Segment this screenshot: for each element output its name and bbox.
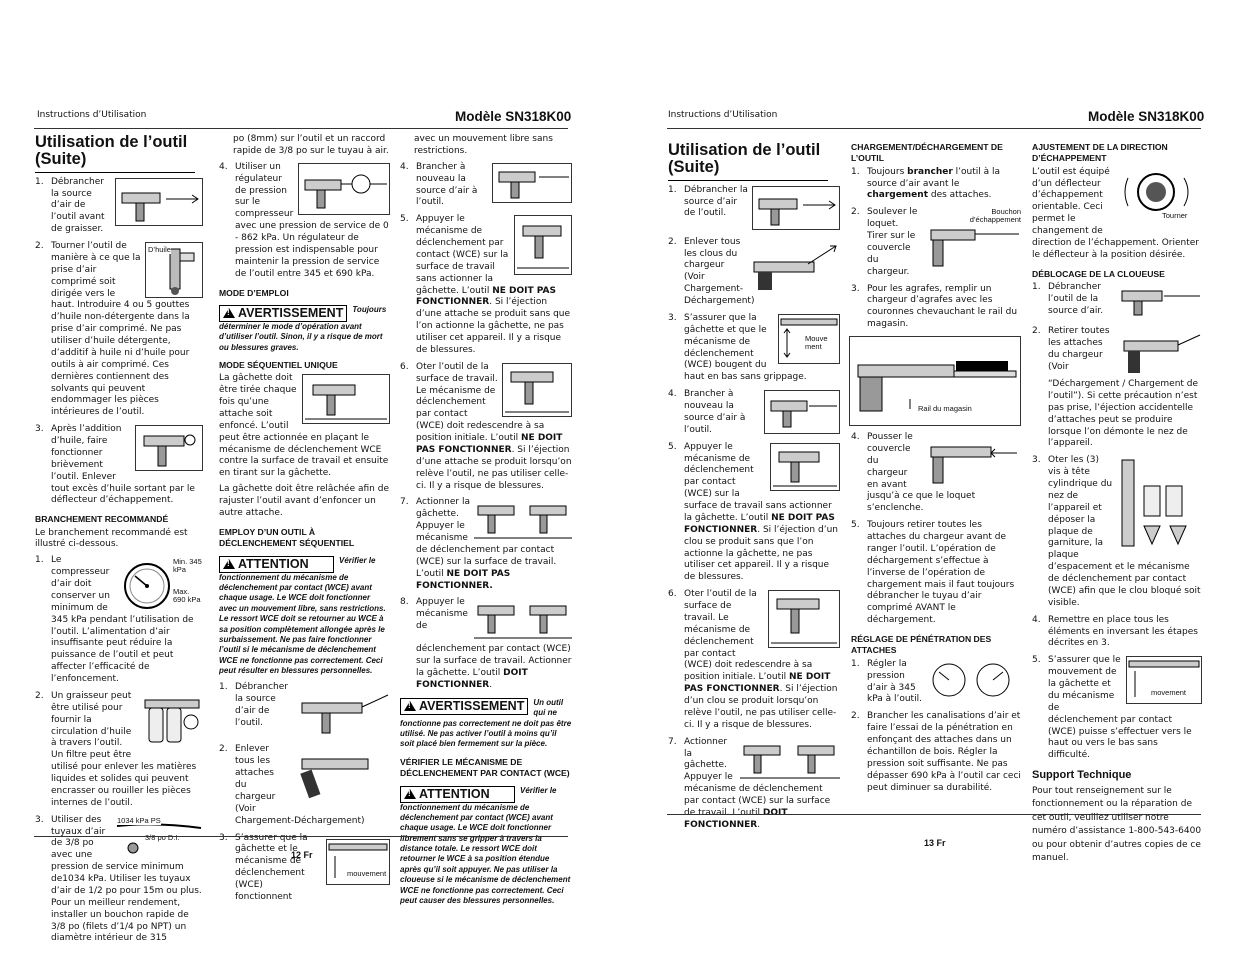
tool-illustration [770,443,840,491]
list-item: 4. Utiliser un régulateur de pression sur le compresseur avec une pression de service de 0 - 862 kPa. Un régulateur de pression est indispensable pour maintenir la pression de service de l’outil entre 345 et 690 kPa. [219,161,389,279]
list-item: 1. Toujours brancher l’outil à la source d’air avant le chargement des attaches. [851,166,1001,201]
list-item: 6. Oter l’outil de la surface de travail. Le mécanisme de déclenchement par contact (WCE) doit redescendre à sa position initiale. L’outil NE DOIT PAS FONCTIONNER. Si l’éjection d’une attache se produit lorsqu’on relève l’outil, ne pas utiliser celle-ci. Il y a risque de blessures. [400,361,572,491]
list-item: 1. Débrancher l’outil de la source d’air. [1032,282,1202,321]
list-item: 3. Après l’addition d’huile, faire fonctionner brièvement l’outil. Enlever tout excès d’huile sortant par le déflecteur d’échappement. [35,424,203,507]
caution-box: ! ATTENTION Vérifier le fonctionnement du mécanisme de déclenchement par contact (WCE) avant chaque usage. Le WCE doit fonctionner avec un mouvement libre, sans restrictions. Le ressort WCE doit se retourner au WCE à sa position complètement allongée après le surbaissement. Ne pas faire fonctionner l’outil si le mécanisme de déclenchement WCE ne fonctionne pas correctement. Ceci peut résulter en blessures personnelles. [219,556,390,677]
tool-illustration [292,683,390,737]
paragraph: Pour tout renseignement sur le fonctionnement ou la réparation de cet outil, veuillez utiliser notre numéro d’assistance 1-800-543-6400 ou pour obtenir d’autres copies de ce manuel. [1032,785,1202,864]
magazine-illustration: Bouchon d’échappement [925,208,1021,270]
list-item: 8. Appuyer le mécanisme de déclenchement par contact (WCE) sur la surface de travail. Actionner la gâchette. L’outil DOIT FONCTIONNER. [400,597,572,690]
tool-illustration [764,390,840,434]
list-item: 3. 1034 kPa PS 3/8 po D.I. Utiliser des tuyaux d’air de 3/8 po avec une pression de service minimum de1034 kPa. Utiliser les tuyaux d’air de 1/2 po pour 15m ou plus. Pour un meilleur rendement, installer un bouchon rapide de 3/8 po (filets d’1/4 po NPT) un diamètre intérieur de 315 [35,814,202,944]
list-item: 4. Pousser le couvercle du chargeur en avant jusqu’à ce que le loquet s’enclenche. [851,432,1021,515]
tool-illustration [135,425,203,471]
tool-illustration [748,238,840,294]
page-number: 13 Fr [924,838,946,848]
list-item: 1. Débrancher la source d’air de l’outil. [668,185,840,232]
right-col-3 [1032,142,1202,870]
list-item: 2. Enlever tous les attaches du chargeur (Voir Chargement-Déchargement) [219,744,390,827]
title-rule [35,172,195,173]
header-rule [34,128,568,129]
warning-icon [223,559,235,569]
warning-badge: ! AVERTISSEMENT [219,305,347,322]
section-heading: CHARGEMENT/DÉCHARGEMENT DE L’OUTIL [851,142,1003,164]
list-item: 2. Bouchon d’échappement Soulever le loquet. Tirer sur le couvercle du chargeur. [851,207,1021,277]
rail-illustration: Rail du magasin [849,336,1021,426]
footer-rule [34,836,568,837]
warning-box: ! AVERTISSEMENT Un outil qui ne fonctionne pas correctement ne doit pas être utilisé. Ne pas activer l’outil à moins qu’il soit placé bien fermement sur la pièce. [400,698,572,750]
tool-illustration [1118,283,1202,319]
section-heading: BRANCHEMENT RECOMMANDÉ [35,514,169,525]
section-heading: MODE SÉQUENTIEL UNIQUE [219,360,338,371]
section-title: Utilisation de l’outil (Suite) [35,133,188,169]
list-item: 7. Actionner la gâchette. Appuyer le mécanisme de déclenchement par contact (WCE) sur la surface de travail. L’outil NE DOIT PAS FONCTIONNER. [400,497,572,592]
regulator-illustration [298,163,390,215]
exhaust-illustration: Tourner [1120,168,1202,226]
list-item: 1. Régler la pression d’air à 345 kPa à l’outil. [851,659,1021,707]
list-item: 4. Remettre en place tous les éléments en inversant les étapes décrites en 3. [1032,614,1198,649]
warning-icon [223,308,235,318]
model-title: Modèle SN318K00 [1088,109,1205,124]
footer-rule [667,814,1201,815]
warning-icon [404,789,416,799]
tool-illustration [302,374,390,424]
section-heading: VÉRIFIER LE MÉCANISME DE DÉCLENCHEMENT PAR CONTACT (WCE) [400,756,570,779]
caution-box: ! ATTENTION Vérifier le fonctionnement du mécanisme de déclenchement par contact (WCE) avant chaque usage. Le WCE doit fonctionner librement sans se gripper à travers la distance totale. Le ressort WCE doit retourner le WCE à sa position étendue après qu’il soit appuyer. Ne pas utiliser la cloueuse si le mécanisme de déclenchement WCE ne fonctionne pas correctement. Ceci peut causer des blessures personnelles. [400,786,572,907]
list-item: 2. Enlever tous les clous du chargeur (Voir Chargement-Déchargement) [668,237,840,308]
section-heading: RÉGLAGE DE PÉNÉTRATION DES ATTACHES [851,634,992,656]
header-label: Instructions d’Utilisation [37,110,147,120]
paragraph: La gâchette doit être relâchée afin de rajuster l’outil avant d’enfoncer un autre attache. [219,484,389,518]
tool-illustration [492,163,572,203]
list-item: 7. Actionner la gâchette. Appuyer le mécanisme de déclenchement par contact (WCE) sur la surface de travail. L’outil DOIT FONCTIONNER. [668,737,840,832]
section-heading: MODE D’EMPLOI [219,287,289,298]
hose-illustration: 1034 kPa PS 3/8 po D.I. [115,816,203,856]
caution-badge: ! ATTENTION [400,786,515,803]
section-title: Utilisation de l’outil (Suite) [668,141,821,177]
list-item: 3. Pour les agrafes, remplir un chargeur d’agrafes avec les couronnes chevauchant le rail du magasin. [851,283,1018,330]
list-item: 1. Débrancher la source d’air de l’outil. [219,682,390,739]
tool-illustration [502,363,572,417]
section-heading: EMPLOY D’UN OUTIL À DÉCLENCHEMENT SÉQUENTIEL [219,526,355,549]
left-col-3 [400,134,572,912]
left-col-1 [35,134,203,950]
list-item: 2. D’huile Tourner l’outil de manière à ce que la prise d’air comprimé soit dirigée vers le haut. Introduire 4 ou 5 gouttes d’huile non-détergente dans la prise d’air comprimé. Ne pas utiliser d’huile détergente, d’additif à huile ni d’huile pour outils à air comprimé. Ces dernières contiennent des solvants qui peuvent endommager les pièces intérieures de l’outil. [35,241,203,419]
model-title: Modèle SN318K00 [455,109,572,124]
left-col-2 [219,134,390,909]
tool-illustration [740,738,840,782]
right-col-1 [668,142,840,837]
support-heading: Support Technique [1032,769,1132,782]
page-number: 12 Fr [291,850,313,860]
list-item: 4. Brancher à nouveau la source d’air à l’outil. [668,389,840,437]
list-item: 1. Débrancher la source d’air de l’outil avant de graisser. [35,177,203,236]
paragraph: Le branchement recommandé est illustré ci-dessous. [35,527,188,550]
tool-illustration [115,178,203,226]
list-item: 6. Oter l’outil de la surface de travail. Le mécanisme de déclenchement par contact (WCE) doit redescendre à sa position initiale. L’outil NE DOIT PAS FONCTIONNER. Si l’éjection d’un clou se produit lorsqu’on relève l’outil, ne pas utiliser celle-ci. Il y a risque de blessures. [668,589,840,732]
tool-illustration [292,745,390,803]
section-heading: AJUSTEMENT DE LA DIRECTION D’ÉCHAPPEMENT [1032,142,1168,164]
caution-badge: ! ATTENTION [219,556,334,573]
list-item: 5. Toujours retirer toutes les attaches du chargeur avant de ranger l’outil. L’opération de déchargement s’effectue à l’inverse de l’opération de chargement mais il faut toujours débrancher le tuyau d’air comprimé AVANT le déchargement. [851,520,1015,626]
nose-parts-illustration [1118,456,1202,552]
section-heading: DÉBLOCAGE DE LA CLOUEUSE [1032,268,1165,279]
title-rule [668,180,828,181]
movement-illustration: mouvement [326,839,390,885]
header-label: Instructions d’Utilisation [668,110,778,120]
list-item: 2. Brancher les canalisations d’air et faire l’essai de la pénétration en enfonçant des attaches dans un échantillon de bois. Régler la pression soit suffisante. Ne pas dépasser 690 kPa à l’outil car ceci peut diminuer sa durabilité. [851,711,1021,793]
list-item: 5. movement S’assurer que le mouvement de la gâchette et du mécanisme de déclenchement par contact (WCE) puisse s’effectuer vers le haut ou vers le bas sans difficulté. [1032,655,1202,762]
filter-illustration [141,692,203,750]
warning-badge: ! AVERTISSEMENT [400,698,528,715]
movement-illustration: Mouve ment [778,314,840,364]
warning-box: ! AVERTISSEMENT Toujours déterminer le mode d’opération avant d’utiliser l’outil. Sinon, il y a risque de mort ou blessures graves. [219,305,390,353]
list-item: 3. Mouve ment S’assurer que la gâchette et que le mécanisme de déclenchement (WCE) bougent du haut en bas sans grippage. [668,313,840,384]
tool-illustration [1120,327,1202,377]
paragraph: avec un mouvement libre sans restrictions. [414,134,553,156]
tool-illustration [474,598,572,642]
list-item: 5. Appuyer le mécanisme de déclenchement par contact (WCE) sur la surface de travail sans actionner la gâchette. L’outil NE DOIT PAS FONCTIONNER. Si l’éjection d’un clou se produit sans que l’on actionne la gâchette, ne pas utiliser cet appareil. Il y a risque de blessures. [668,442,840,585]
magazine-illustration [925,433,1021,487]
right-col-2 [851,142,1021,799]
tool-illustration [514,215,572,275]
tool-illustration [768,590,840,648]
list-item: 3. mouvement S’assurer que la gâchette et le mécanisme de déclenchement (WCE) fonctionnent [219,833,390,904]
movement-illustration: movement [1126,656,1202,704]
oil-illustration: D’huile [145,242,203,298]
list-item: 2. Retirer toutes les attaches du chargeur (Voir “Déchargement / Chargement de l’outil”). Si cette précaution n’est pas prise, l’éjection accidentelle d’attaches peut se produire lorsque l’on démonte le nez de l’appareil. [1032,326,1202,450]
list-item: 2. Un graisseur peut être utilisé pour fournir la circulation d’huile à travers l’outil. Un filtre peut être utilisé pour enlever les matières liquides et solides qui peuvent encrasser ou rouiller les pièces internes de l’outil. [35,691,203,810]
right-page [618,0,1235,954]
header-rule [667,128,1201,129]
tool-illustration [752,186,840,230]
paragraph: La gâchette doit être tirée chaque fois qu’une attache soit enfoncé. L’outil peut être actionnée en plaçant le mécanisme de déclenchement WCE contre la surface de travail et ensuite en tirant sur la gâchette. [219,373,389,479]
list-item: 5. Appuyer le mécanisme de déclenchement par contact (WCE) sur la surface de travail sans actionner la gâchette. L’outil NE DOIT PAS FONCTIONNER. Si l’éjection d’une attache se produit sans que l’on actionne la gâchette, ne pas utiliser cet appareil. Il y a risque de blessures. [400,214,571,355]
gauge-illustration: Min. 345 kPa Max. 690 kPa [121,556,203,612]
paragraph: po (8mm) sur l’outil et un raccord rapide de 3/8 po sur le tuyau à air. [233,134,389,156]
paragraph: Tourner L’outil est équipé d’un déflecteur d’échappement orientable. Ceci permet le changement de direction de l’échappement. Orienter le déflecteur à la position désirée. [1032,167,1202,262]
tool-illustration [474,498,572,542]
list-item: 1. Min. 345 kPa Max. 690 kPa Le compresseur d’air doit conserver un minimum de 345 kPa pendant l’utilisation de l’outil. L’alimentation d’air insuffisante peut réduire la puissance de l’outil et peut affecter l’efficacité de l’enfoncement. [35,555,202,685]
list-item: 4. Brancher à nouveau la source d’air à l’outil. [400,162,572,210]
warning-icon [404,701,416,711]
list-item: 3. Oter les (3) vis à tête cylindrique du nez de l’appareil et déposer la plaque de garniture, la plaque d’espacement et le mécanisme de déclenchement par contact (WCE) afin que le clou bloqué soit visible. [1032,455,1201,608]
pressure-gauges [929,660,1021,700]
